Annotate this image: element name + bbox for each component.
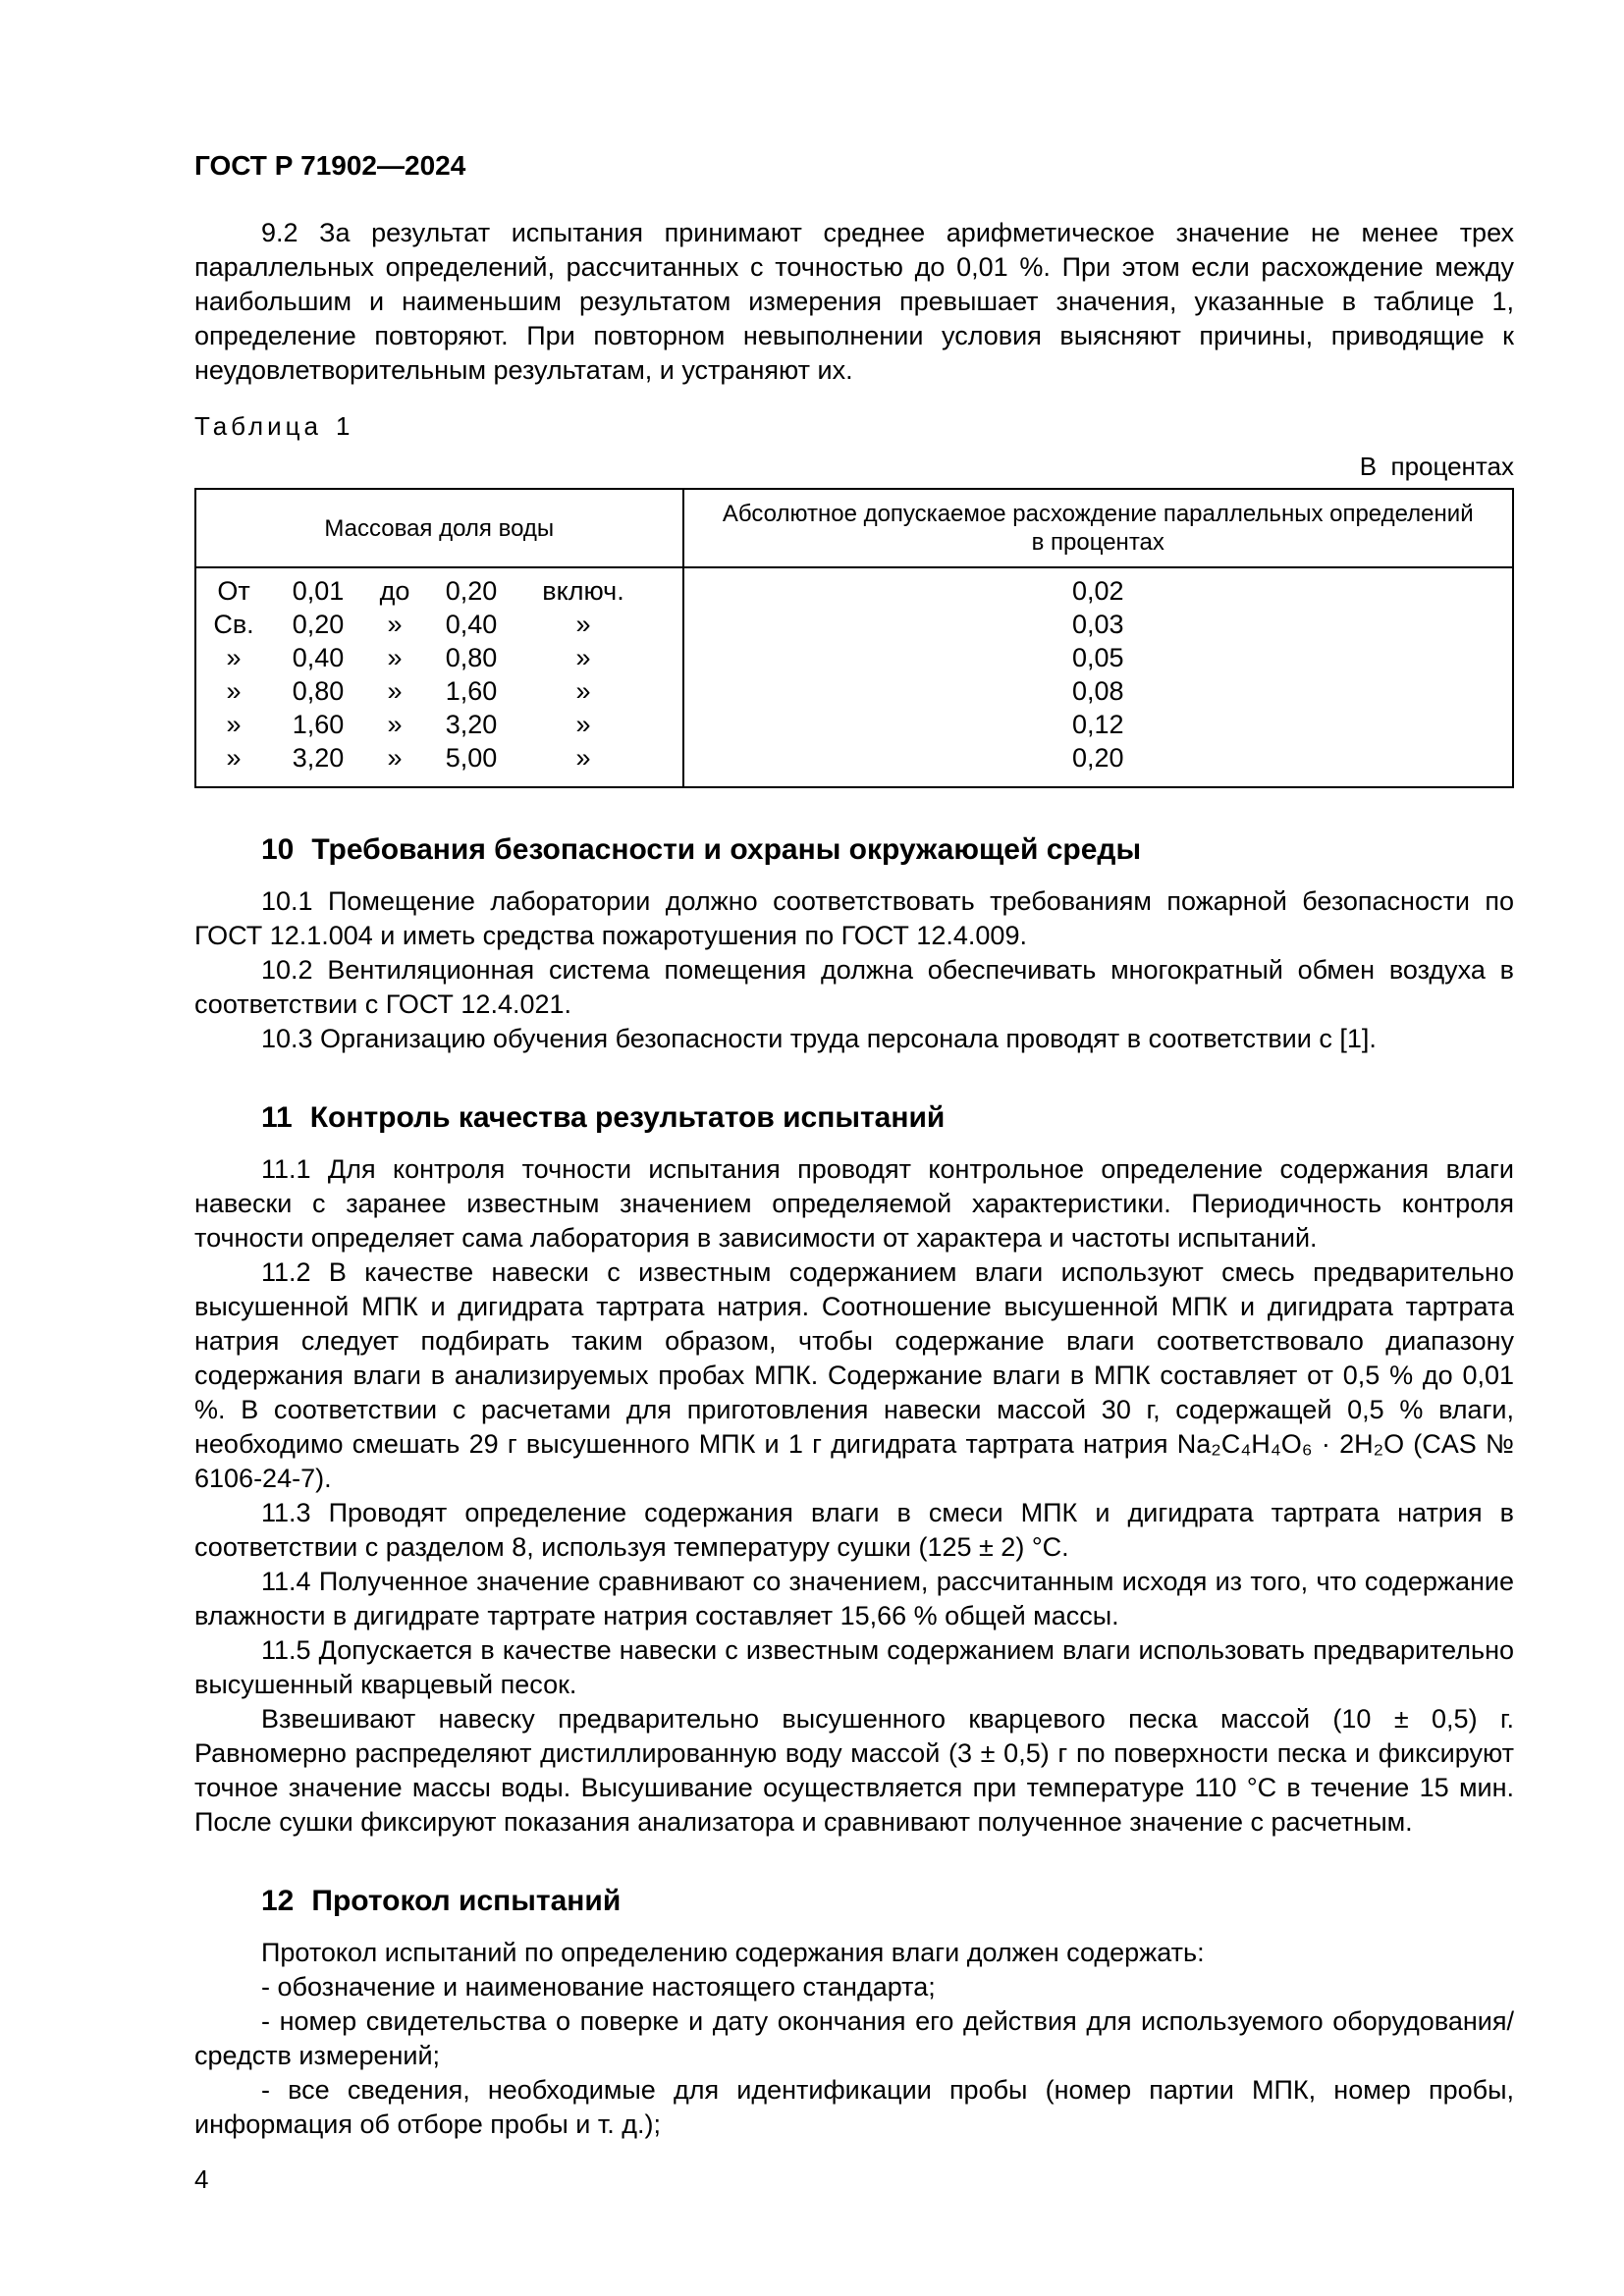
protocol-item-1: - обозначение и наименование настоящего стандарта; [261, 1972, 936, 2002]
table-col2-header-line2: в процентах [1031, 529, 1164, 556]
range-value-low: 0,80 [292, 676, 345, 706]
section-10-title: Требования безопасности и охраны окружающей среды [311, 833, 1142, 866]
tolerance-value-1: 0,02 [1071, 576, 1124, 606]
paragraph-10-1: 10.1 Помещение лаборатории должно соответствовать требованиям пожарной безопасности по ГОСТ 12.1.004 и иметь средства пожаротушения по ГОСТ 12.4.009. [194, 886, 1514, 950]
table-units-note: В процентах [1359, 452, 1514, 481]
range-connector: » [387, 676, 403, 706]
table-col1-header: Массовая доля воды [195, 489, 683, 567]
table-header-row [195, 489, 1513, 567]
protocol-item-3: - все сведения, необходимые для идентификации пробы (номер партии МПК, номер пробы, информация об отборе пробы и т. д.); [194, 2075, 1514, 2139]
paragraph-10-2: 10.2 Вентиляционная система помещения должна обеспечивать многократный обмен воздуха в соответствии с ГОСТ 12.4.021. [194, 955, 1514, 1019]
table-col2-header-line1: Абсолютное допускаемое расхождение параллельных определений [722, 501, 1474, 527]
table-range-row-3 [196, 641, 682, 674]
table-col2-header [683, 489, 1513, 567]
section-11-title: Контроль качества результатов испытаний [309, 1101, 946, 1134]
tolerance-value-2: 0,03 [1071, 610, 1124, 639]
range-value-low: 3,20 [292, 743, 345, 773]
range-value-low: 0,40 [292, 643, 345, 672]
range-suffix: » [575, 743, 591, 773]
paragraph-12-intro: Протокол испытаний по определению содержания влаги должен содержать: [261, 1938, 1205, 1967]
paragraph-11-5: 11.5 Допускается в качестве навески с известным содержанием влаги использовать предварительно высушенный кварцевый песок. [194, 1635, 1514, 1699]
section-11-number: 11 [261, 1101, 293, 1134]
table-ranges-cell [195, 567, 683, 787]
table-range-row-2 [196, 608, 682, 641]
range-connector: » [387, 643, 403, 672]
tolerance-value-5: 0,12 [1071, 710, 1124, 739]
paragraph-11-1: 11.1 Для контроля точности испытания проводят контрольное определение содержания влаги навески с заранее известным значением определяемой характеристики. Периодичность контроля точности определяет сама лаборатория в зависимости от характера и частоты испытаний. [194, 1154, 1514, 1253]
range-value-high: 0,80 [445, 643, 498, 672]
range-suffix: включ. [542, 576, 624, 606]
range-suffix: » [575, 676, 591, 706]
range-suffix: » [575, 643, 591, 672]
range-prefix: » [226, 710, 242, 739]
range-prefix: Св. [213, 610, 254, 639]
table-caption-label: Таблица [194, 411, 322, 441]
range-value-low: 1,60 [292, 710, 345, 739]
table-1 [194, 488, 1514, 788]
page-number: 4 [194, 2164, 209, 2194]
protocol-item-2: - номер свидетельства о поверке и дату окончания его действия для используемого оборудования/средств измерений; [194, 2006, 1514, 2070]
paragraph-11-4: 11.4 Полученное значение сравнивают со значением, рассчитанным исходя из того, что содержание влажности в дигидрате тартрате натрия составляет 15,66 % общей массы. [194, 1567, 1514, 1630]
range-value-high: 1,60 [445, 676, 498, 706]
range-prefix: От [217, 576, 250, 606]
range-connector: » [387, 710, 403, 739]
range-value-high: 5,00 [445, 743, 498, 773]
section-12-title: Протокол испытаний [311, 1885, 622, 1917]
table-values-cell [683, 567, 1513, 787]
document-header: ГОСТ Р 71902—2024 [194, 150, 466, 181]
section-10-number: 10 [261, 833, 295, 866]
range-suffix: » [575, 710, 591, 739]
paragraph-11-2: 11.2 В качестве навески с известным содержанием влаги используют смесь предварительно высушенной МПК и дигидрата тартрата натрия. Соотношение высушенной МПК и дигидрата тартрата натрия следует подбирать таким образом, чтобы содержание влаги соответствовало диапазону содержания влаги в анализируемых пробах МПК. Содержание влаги в МПК составляет от 0,5 % до 0,01 %. В соответствии с расчетами для приготовления навески массой 30 г, содержащей 0,5 % влаги, необходимо смешать 29 г высушенного МПК и 1 г дигидрата тартрата натрия Na₂C₄H₄O₆ · 2H₂O (CAS № 6106-24-7). [194, 1257, 1514, 1493]
range-prefix: » [226, 676, 242, 706]
range-prefix: » [226, 643, 242, 672]
section-11-heading [194, 1099, 1514, 1137]
tolerance-value-4: 0,08 [1071, 676, 1124, 706]
section-12-heading [194, 1883, 1514, 1920]
section-10-heading [194, 831, 1514, 869]
range-value-high: 0,20 [445, 576, 498, 606]
range-value-high: 3,20 [445, 710, 498, 739]
range-prefix: » [226, 743, 242, 773]
tolerance-value-6: 0,20 [1071, 743, 1124, 773]
range-connector: » [387, 743, 403, 773]
range-value-high: 0,40 [445, 610, 498, 639]
paragraph-11-5-continued: Взвешивают навеску предварительно высушенного кварцевого песка массой (10 ± 0,5) г. Равномерно распределяют дистиллированную воду массой (3 ± 0,5) г по поверхности песка и фиксируют точное значение массы воды. Высушивание осуществляется при температуре 110 °С в течение 15 мин. После сушки фиксируют показания анализатора и сравнивают полученное значение с расчетным. [194, 1704, 1514, 1837]
range-connector: » [387, 610, 403, 639]
table-body-row [195, 567, 1513, 787]
range-value-low: 0,01 [292, 576, 345, 606]
paragraph-10-3: 10.3 Организацию обучения безопасности труда персонала проводят в соответствии с [1]. [261, 1024, 1377, 1053]
table-caption-number: 1 [335, 411, 351, 441]
range-suffix: » [575, 610, 591, 639]
table-range-row-1 [196, 574, 682, 608]
table-range-row-5 [196, 708, 682, 741]
table-range-row-4 [196, 674, 682, 708]
range-connector: до [379, 576, 410, 606]
table-caption [194, 409, 1514, 443]
paragraph-9-2: 9.2 За результат испытания принимают среднее арифметическое значение не менее трех параллельных определений, рассчитанных с точностью до 0,01 %. При этом если расхождение между наибольшим и наименьшим результатом измерения превышает значения, указанные в таблице 1, определение повторяют. При повторном невыполнении условия выясняют причины, приводящие к неудовлетворительным результатам, и устраняют их. [194, 218, 1514, 385]
table-range-row-6 [196, 741, 682, 774]
paragraph-11-3: 11.3 Проводят определение содержания влаги в смеси МПК и дигидрата тартрата натрия в соответствии с разделом 8, используя температуру сушки (125 ± 2) °С. [194, 1498, 1514, 1562]
range-value-low: 0,20 [292, 610, 345, 639]
tolerance-value-3: 0,05 [1071, 643, 1124, 672]
section-12-number: 12 [261, 1885, 295, 1917]
